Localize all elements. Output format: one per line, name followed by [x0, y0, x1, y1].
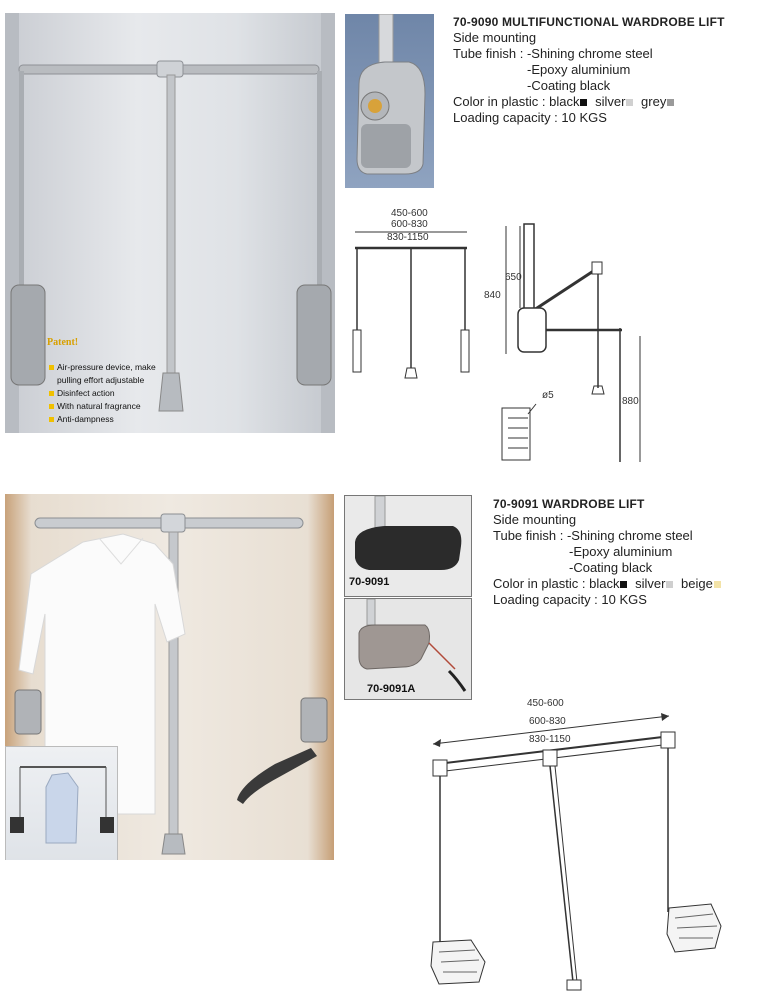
mechanism-closeup-photo-1	[345, 14, 434, 188]
closeup-photo-70-9091	[344, 495, 472, 597]
technical-drawing-side-1	[480, 218, 660, 468]
wardrobe-lift-photo-1	[5, 13, 335, 433]
product2-tube-finish: Tube finish : -Shining chrome steel	[493, 528, 693, 543]
silver-swatch	[626, 99, 633, 106]
black-swatch	[580, 99, 587, 106]
technical-drawing-front-1	[345, 200, 485, 385]
dim-diameter: ø5	[542, 390, 554, 401]
dim-height-880: 880	[622, 396, 639, 407]
patent-badge: Patent!	[47, 337, 79, 348]
product1-loading: Loading capacity : 10 KGS	[453, 110, 607, 125]
product1-color-label: Color in plastic : black	[453, 94, 580, 109]
closeup-photo-70-9091a	[344, 598, 472, 700]
product1-mounting: Side mounting	[453, 30, 537, 45]
product2-color-beige: beige	[681, 576, 713, 591]
grey-swatch	[667, 99, 674, 106]
technical-drawing-iso-2	[425, 690, 725, 1000]
product2-color-label: Color in plastic : black	[493, 576, 620, 591]
dim-width-3: 830-1150	[387, 232, 429, 243]
caption-70-9091a: 70-9091A	[367, 683, 416, 695]
silver-swatch	[666, 581, 673, 588]
dim-height-840: 840	[484, 290, 501, 301]
product1-title: 70-9090 MULTIFUNCTIONAL WARDROBE LIFT	[453, 15, 725, 29]
product2-tube-finish-3: -Coating black	[569, 560, 653, 575]
black-swatch	[620, 581, 627, 588]
product1-colors	[453, 94, 725, 110]
dim2-width-2: 600-830	[529, 716, 566, 727]
dim-height-650: 650	[505, 272, 522, 283]
inset-photo-2	[5, 746, 118, 860]
product2-color-silver: silver	[635, 576, 666, 591]
feature-item: pulling effort adjustable	[57, 375, 145, 385]
product1-tube-finish: Tube finish : -Shining chrome steel	[453, 46, 653, 61]
caption-70-9091: 70-9091	[349, 576, 390, 588]
dim-width-1: 450-600	[391, 208, 428, 219]
beige-swatch	[714, 581, 721, 588]
product2-specs	[493, 496, 725, 608]
feature-item: With natural fragrance	[49, 400, 156, 413]
product2-mounting: Side mounting	[493, 512, 577, 527]
dim2-width-3: 830-1150	[529, 734, 571, 745]
product1-tube-finish-2: -Epoxy aluminium	[527, 62, 631, 77]
product2-loading: Loading capacity : 10 KGS	[493, 592, 647, 607]
wardrobe-lift-photo-2	[5, 494, 334, 860]
product2-tube-finish-2: -Epoxy aluminium	[569, 544, 673, 559]
product2-title: 70-9091 WARDROBE LIFT	[493, 497, 645, 511]
product1-color-grey: grey	[641, 94, 667, 109]
product2-colors	[493, 576, 725, 592]
product1-color-silver: silver	[595, 94, 626, 109]
product1-tube-finish-3: -Coating black	[527, 78, 611, 93]
dim2-width-1: 450-600	[527, 698, 564, 709]
dim-width-2: 600-830	[391, 219, 428, 230]
feature-item: Disinfect action	[49, 387, 156, 400]
feature-item: Anti-dampness	[49, 413, 156, 426]
product1-specs	[453, 14, 725, 126]
feature-item: Air-pressure device, make	[49, 361, 156, 374]
feature-list	[49, 361, 156, 426]
